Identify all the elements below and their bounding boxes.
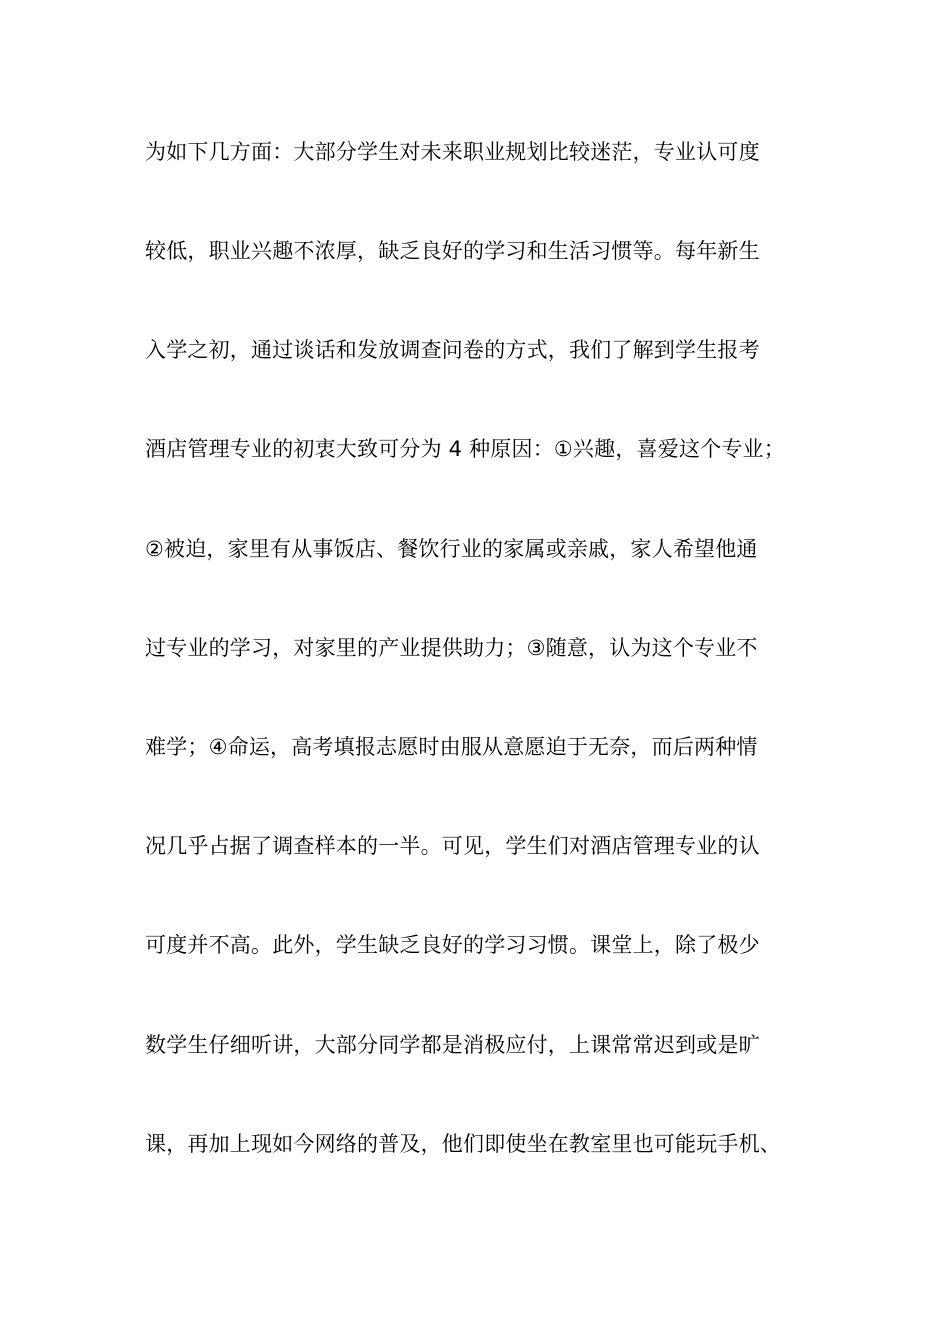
text-line: 较低，职业兴趣不浓厚，缺乏良好的学习和生活习惯等。每年新生: [145, 239, 760, 263]
text-line: 数学生仔细听讲，大部分同学都是消极应付，上课常常迟到或是旷: [145, 1033, 760, 1057]
text-line: 况几乎占据了调查样本的一半。可见，学生们对酒店管理专业的认: [145, 834, 760, 858]
text-line: 课，再加上现如今网络的普及，他们即使坐在教室里也可能玩手机、: [145, 1132, 781, 1156]
text-line: 酒店管理专业的初衷大致可分为 4 种原因：①兴趣，喜爱这个专业；: [145, 437, 785, 461]
text-line: 可度并不高。此外，学生缺乏良好的学习习惯。课堂上，除了极少: [145, 933, 760, 957]
text-line: 难学；④命运，高考填报志愿时由服从意愿迫于无奈，而后两种情: [145, 735, 758, 759]
text-line: 为如下几方面：大部分学生对未来职业规划比较迷茫，专业认可度: [145, 140, 760, 164]
text-line: 入学之初，通过谈话和发放调查问卷的方式，我们了解到学生报考: [145, 338, 760, 362]
text-line: ②被迫，家里有从事饭店、餐饮行业的家属或亲戚，家人希望他通: [145, 537, 758, 561]
text-line: 过专业的学习，对家里的产业提供助力；③随意，认为这个专业不: [145, 636, 758, 660]
